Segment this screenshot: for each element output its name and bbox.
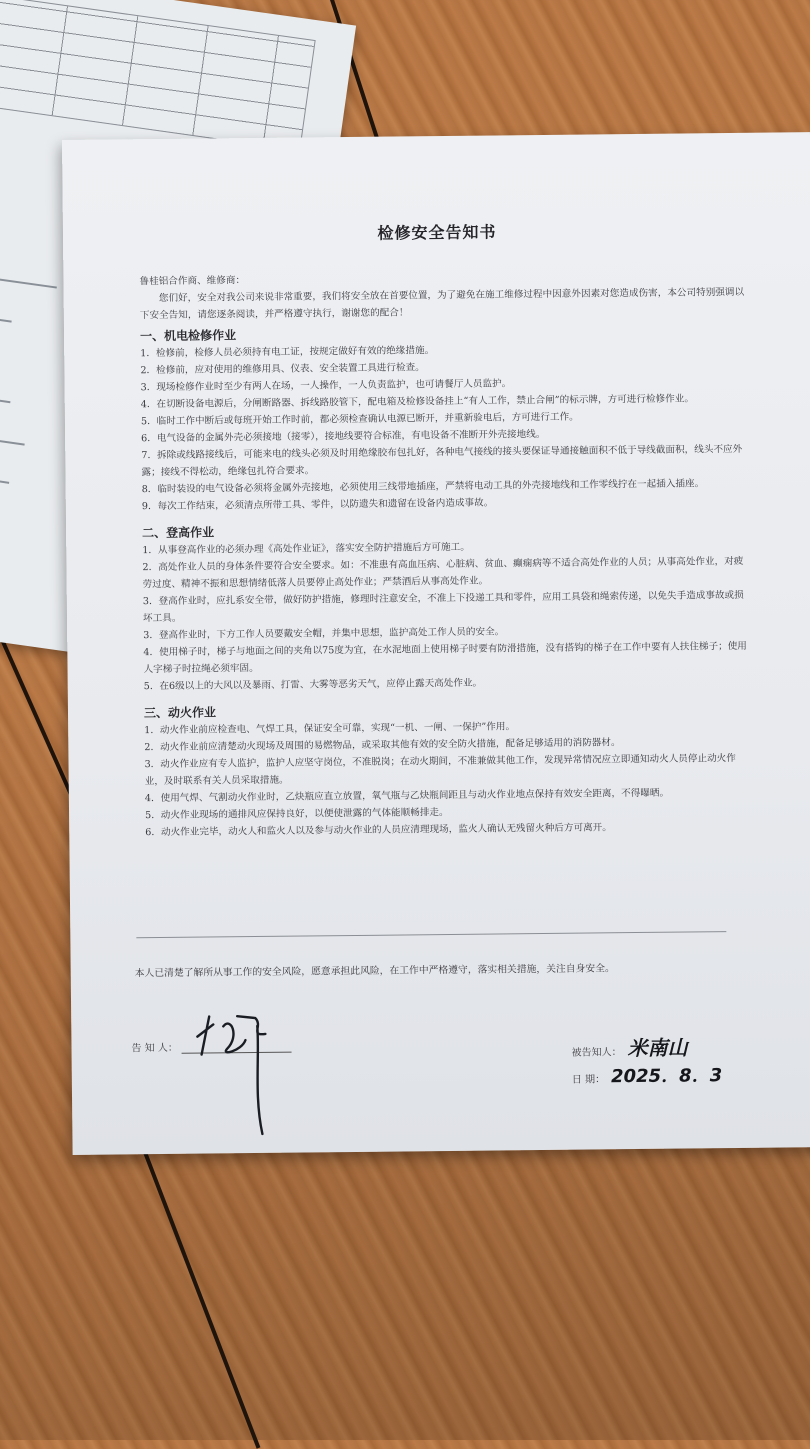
background-form-table (0, 0, 316, 151)
safety-notice-sheet (62, 132, 810, 1155)
background-form-line (0, 309, 12, 322)
table-plank-seam (142, 1149, 260, 1449)
list-item: 2．动火作业前应清楚动火现场及周围的易燃物品，或采取其他有效的安全防火措施，配备足够适用的消防器材。 (144, 737, 621, 754)
notified-signature-field (571, 1035, 722, 1093)
date-label: 日 期： (571, 1074, 606, 1086)
list-item: 1．从事登高作业的必须办理《高处作业证》，落实安全防护措施后方可施工。 (142, 541, 470, 557)
section-divider (136, 931, 726, 938)
list-item: 4．使用气焊、气割动火作业时，乙炔瓶应直立放置，氧气瓶与乙炔瓶间距且与动火作业地点保持有效安全距离，不得曝晒。 (144, 787, 670, 805)
date-handwriting: 2025．8．3 (610, 1065, 723, 1088)
greeting-line: 鲁桂铝合作商、维修商： (139, 275, 246, 288)
list-item: 3．动火作业应有专人监护，监护人应坚守岗位，不准脱岗；在动火期间，不准兼做其他工作，发现异常情况应立即通知动火人员停止动火作业，及时联系有关人员采取措施。 (144, 752, 736, 788)
background-form-line (0, 270, 57, 289)
notifier-label: 告 知 人： (131, 1042, 178, 1055)
declaration-statement: 本人已清楚了解所从事工作的安全风险，愿意承担此风险，在工作中严格遵守，落实相关措施，关注自身安全。 (134, 963, 615, 980)
background-form-line (0, 428, 25, 445)
section-title: 二、登高作业 (142, 525, 215, 541)
list-item: 3．登高作业时，下方工作人员要戴安全帽，并集中思想，监护高处工作人员的安全。 (143, 626, 505, 642)
intro-paragraph: 您们好，安全对我公司来说非常重要，我们将安全放在首要位置，为了避免在施工维修过程中因意外因素对您造成伤害，本公司特别强调以下安全告知，请您逐条阅读，并严格遵守执行，谢谢您的配合！ (139, 286, 745, 322)
list-item: 1．动火作业前应检查电、气焊工具，保证安全可靠，实现“一机、一闸、一保护”作用。 (144, 721, 516, 737)
section-title: 一、机电检修作业 (139, 328, 237, 344)
section-electromechanical (140, 322, 752, 515)
list-item: 4．在切断设备电源后，分闸断路器、拆线路胶管下，配电箱及检修设备挂上“有人工作，禁止合闸”的标示牌，方可进行检修作业。 (140, 393, 694, 411)
notified-signature-handwriting: 米南山 (627, 1035, 688, 1061)
list-item: 5．在6级以上的大风以及暴雨、打雷、大雾等恶劣天气，应停止露天高处作业。 (143, 677, 483, 693)
document-body (139, 267, 755, 849)
background-form-line (0, 389, 10, 404)
section-work-at-height (142, 519, 754, 695)
list-item: 2．高处作业人员的身体条件要符合安全要求。如：不准患有高血压病、心脏病、贫血、癫痫病等不适合高处作业的人员；从事高处作业，对疲劳过度、精神不振和思想情绪低落人员要停止高处作业；严禁酒后从事高处作业。 (142, 555, 744, 591)
list-item: 7．拆除或线路接线后，可能来电的线头必须及时用绝缘胶布包扎好，各种电气接线的接头要保证导通接触面积不低于导线截面积，线头不应外露；接线不得松动，绝缘包扎符合要求。 (141, 443, 743, 479)
notified-label: 被告知人： (571, 1047, 622, 1059)
list-item: 3．现场检修作业时至少有两人在场，一人操作，一人负责监护，也可请餐厅人员监护。 (140, 378, 512, 394)
list-item: 1．检修前，检修人员必须持有电工证，按规定做好有效的绝缘措施。 (140, 345, 435, 360)
list-item: 5．临时工作中断后或每班开始工作时前，都必须检查确认电源已断开，并重新验电后，方可进行工作。 (140, 411, 579, 428)
section-hot-work (144, 699, 755, 841)
list-item: 6．电气设备的金属外壳必须接地（接零），接地线要符合标准，有电设备不准断开外壳接地线。 (141, 428, 546, 445)
list-item: 3．登高作业时，应扎系安全带，做好防护措施，修理时注意安全，不准上下投递工具和零件，应用工具袋和绳索传递，以免失手造成事故或损坏工具。 (142, 589, 744, 625)
background-form-line (0, 468, 9, 484)
document-title: 检修安全告知书 (377, 222, 497, 243)
list-item: 4．使用梯子时，梯子与地面之间的夹角以75度为宜，在水泥地面上使用梯子时要有防滑措施，没有搭钩的梯子在工作中要有人扶住梯子；使用人字梯子时拉绳必须牢固。 (143, 640, 747, 676)
list-item: 2．检修前，应对使用的维修用具、仪表、安全装置工具进行检查。 (140, 362, 425, 377)
section-title: 三、动火作业 (143, 705, 217, 721)
list-item: 5．动火作业现场的通排风应保持良好，以便使泄露的气体能顺畅排走。 (145, 806, 449, 822)
notifier-handwritten-signature (179, 996, 290, 1137)
list-item: 8．临时装设的电气设备必须将金属外壳接地，必须使用三线带地插座，严禁将电动工具的外壳接地线和工作零线拧在一起插入插座。 (141, 478, 705, 496)
list-item: 9．每次工作结束，必须清点所带工具、零件，以防遗失和遗留在设备内造成事故。 (141, 497, 494, 513)
list-item: 6．动火作业完毕，动火人和监火人以及参与动火作业的人员应清理现场，监火人确认无残留火种后方可离开。 (145, 822, 612, 839)
